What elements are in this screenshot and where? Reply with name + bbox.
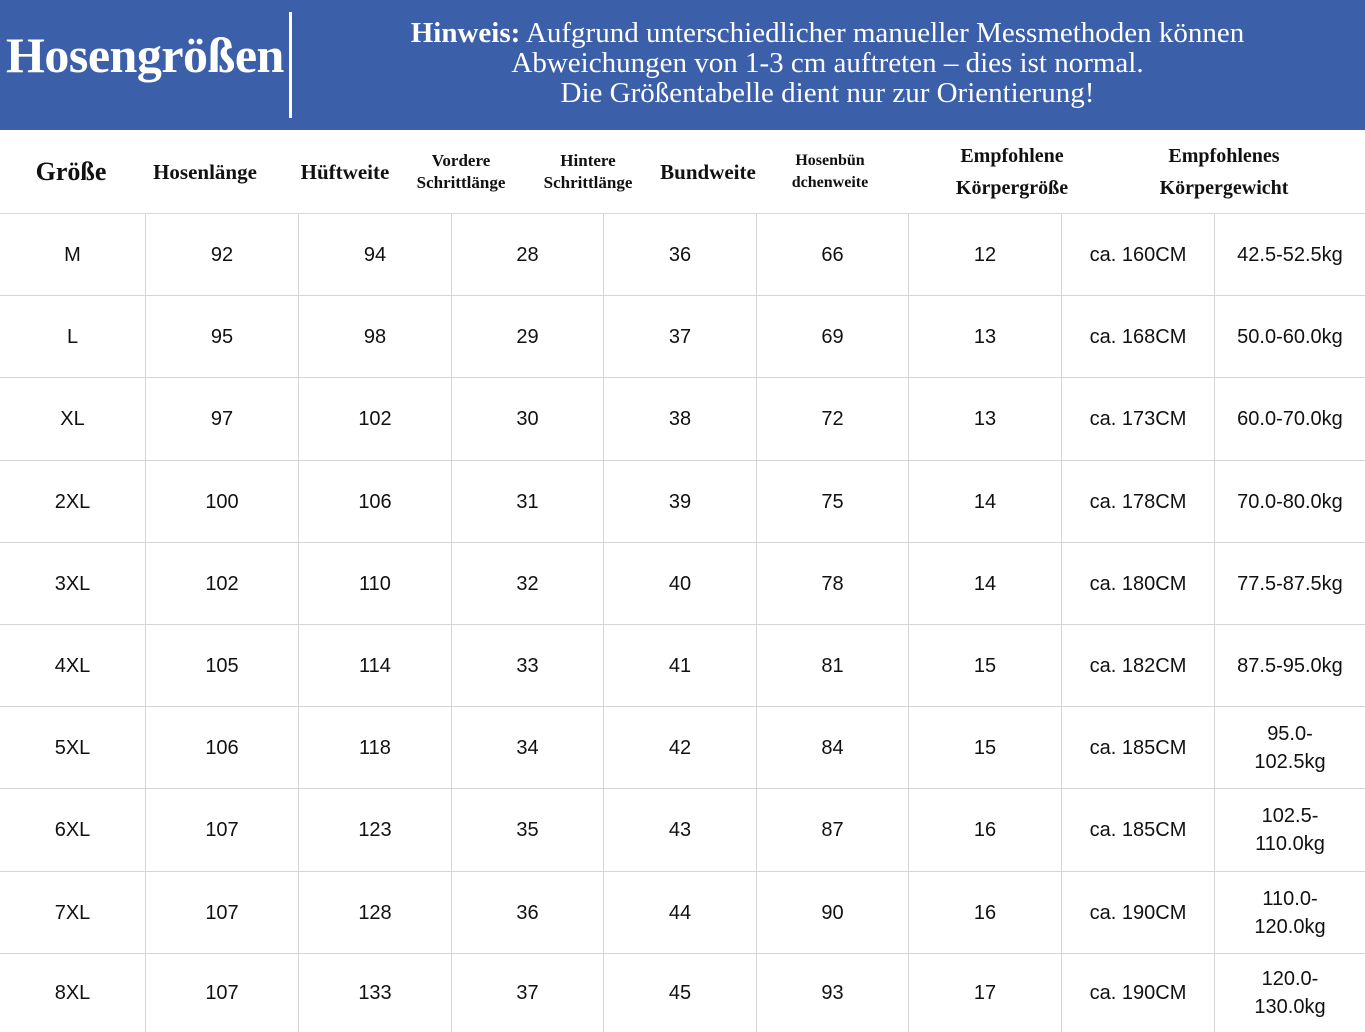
cell-waist: 84 [757, 707, 909, 788]
header-line: Empfohlene [960, 144, 1064, 167]
cell-waist: 72 [757, 378, 909, 460]
header-line: Hintere [560, 150, 616, 170]
cell-hip-width: 98 [299, 296, 452, 377]
cell-recommended-height: ca. 160CM [1062, 214, 1215, 295]
header-size [1, 130, 141, 213]
cell-leg-opening: 14 [909, 461, 1062, 542]
cell-waist: 69 [757, 296, 909, 377]
cell-recommended-height: ca. 180CM [1062, 543, 1215, 624]
note-line-2: Abweichungen von 1-3 cm auftreten – dies ist normal. [511, 47, 1144, 79]
header-hip-width [285, 130, 405, 213]
cell-leg-opening: 12 [909, 214, 1062, 295]
cell-waist: 66 [757, 214, 909, 295]
cell-hip-width: 128 [299, 872, 452, 953]
header-line: Hosenlänge [153, 159, 257, 184]
cell-recommended-height: ca. 185CM [1062, 707, 1215, 788]
header-line: Schrittlänge [416, 172, 506, 192]
cell-front-rise: 35 [452, 789, 604, 871]
cell-hip-width: 123 [299, 789, 452, 871]
cell-size: 5XL [0, 707, 146, 788]
size-table [0, 214, 1365, 1032]
cell-front-rise: 30 [452, 378, 604, 460]
cell-leg-opening: 13 [909, 296, 1062, 377]
cell-size: XL [0, 378, 146, 460]
note-text-1: Aufgrund unterschiedlicher manueller Messmethoden können [520, 17, 1245, 49]
cell-hip-width: 118 [299, 707, 452, 788]
cell-front-rise: 31 [452, 461, 604, 542]
cell-front-rise: 37 [452, 954, 604, 1032]
table-row [0, 543, 1365, 625]
cell-pants-length: 107 [146, 954, 299, 1032]
cell-back-rise: 45 [604, 954, 757, 1032]
cell-pants-length: 100 [146, 461, 299, 542]
cell-leg-opening: 14 [909, 543, 1062, 624]
cell-hip-width: 102 [299, 378, 452, 460]
banner-divider [289, 12, 292, 118]
header-line: Bundweite [660, 159, 756, 184]
cell-hip-width: 114 [299, 625, 452, 706]
table-row [0, 954, 1365, 1032]
cell-size: 2XL [0, 461, 146, 542]
cell-back-rise: 44 [604, 872, 757, 953]
cell-recommended-weight: 77.5-87.5kg [1237, 572, 1343, 595]
cell-size: L [0, 296, 146, 377]
header-recommended-height [927, 130, 1097, 213]
cell-pants-length: 95 [146, 296, 299, 377]
cell-recommended-weight: 87.5-95.0kg [1237, 654, 1343, 677]
note-line-1 [300, 18, 1355, 48]
note-label: Hinweis: [410, 17, 521, 49]
table-header-row [0, 130, 1365, 214]
cell-pants-length: 102 [146, 543, 299, 624]
cell-size: 7XL [0, 872, 146, 953]
cell-leg-opening: 13 [909, 378, 1062, 460]
header-line: Körpergewicht [1159, 176, 1289, 199]
header-line: Empfohlenes [1168, 144, 1280, 167]
header-recommended-weight [1129, 130, 1319, 213]
cell-pants-length: 105 [146, 625, 299, 706]
cell-front-rise: 29 [452, 296, 604, 377]
cell-back-rise: 39 [604, 461, 757, 542]
cell-waist: 75 [757, 461, 909, 542]
cell-recommended-height: ca. 168CM [1062, 296, 1215, 377]
cell-back-rise: 40 [604, 543, 757, 624]
cell-front-rise: 32 [452, 543, 604, 624]
cell-pants-length: 92 [146, 214, 299, 295]
cell-recommended-height: ca. 173CM [1062, 378, 1215, 460]
header-line: Körpergröße [955, 176, 1069, 199]
cell-front-rise: 34 [452, 707, 604, 788]
cell-front-rise: 28 [452, 214, 604, 295]
cell-recommended-weight: 120.0- 130.0kg [1254, 968, 1326, 1018]
cell-size: M [0, 214, 146, 295]
header-line: Schrittlänge [543, 172, 633, 192]
cell-recommended-height: ca. 190CM [1062, 872, 1215, 953]
cell-recommended-height: ca. 178CM [1062, 461, 1215, 542]
cell-pants-length: 106 [146, 707, 299, 788]
cell-recommended-weight: 70.0-80.0kg [1237, 490, 1343, 513]
cell-leg-opening: 15 [909, 707, 1062, 788]
cell-pants-length: 97 [146, 378, 299, 460]
header-line: Vordere [431, 150, 491, 170]
table-row [0, 296, 1365, 378]
header-line: Größe [35, 156, 107, 186]
cell-recommended-height: ca. 190CM [1062, 954, 1215, 1032]
header-front-rise [401, 130, 521, 213]
cell-leg-opening: 16 [909, 872, 1062, 953]
table-row [0, 461, 1365, 543]
cell-recommended-weight: 42.5-52.5kg [1237, 243, 1343, 266]
header-line: Hosenbün [795, 151, 865, 169]
cell-leg-opening: 15 [909, 625, 1062, 706]
header-back-rise [523, 130, 653, 213]
cell-size: 8XL [0, 954, 146, 1032]
table-row [0, 214, 1365, 296]
table-row [0, 872, 1365, 954]
cell-recommended-weight: 102.5- 110.0kg [1255, 805, 1325, 855]
cell-pants-length: 107 [146, 872, 299, 953]
cell-back-rise: 42 [604, 707, 757, 788]
cell-hip-width: 106 [299, 461, 452, 542]
cell-hip-width: 110 [299, 543, 452, 624]
cell-back-rise: 43 [604, 789, 757, 871]
header-pants-length [135, 130, 275, 213]
note-line-3: Die Größentabelle dient nur zur Orientierung! [560, 77, 1095, 109]
cell-front-rise: 33 [452, 625, 604, 706]
cell-recommended-weight: 60.0-70.0kg [1237, 408, 1343, 430]
cell-hip-width: 133 [299, 954, 452, 1032]
cell-recommended-weight: 110.0- 120.0kg [1254, 887, 1326, 938]
cell-size: 6XL [0, 789, 146, 871]
cell-recommended-weight: 95.0- 102.5kg [1254, 722, 1326, 773]
header-line: dchenweite [791, 173, 869, 191]
cell-recommended-height: ca. 185CM [1062, 789, 1215, 871]
measurement-note [300, 18, 1355, 108]
cell-waist: 90 [757, 872, 909, 953]
table-row [0, 789, 1365, 872]
table-row [0, 378, 1365, 461]
header-banner [0, 0, 1365, 130]
cell-waist: 81 [757, 625, 909, 706]
header-line: Hüftweite [300, 159, 390, 184]
table-row [0, 625, 1365, 707]
cell-leg-opening: 17 [909, 954, 1062, 1032]
cell-back-rise: 41 [604, 625, 757, 706]
cell-size: 4XL [0, 625, 146, 706]
cell-front-rise: 36 [452, 872, 604, 953]
header-leg-opening [770, 130, 890, 213]
cell-leg-opening: 16 [909, 789, 1062, 871]
table-row [0, 707, 1365, 789]
cell-size: 3XL [0, 543, 146, 624]
cell-waist: 93 [757, 954, 909, 1032]
cell-recommended-weight: 50.0-60.0kg [1237, 325, 1343, 348]
cell-waist: 87 [757, 789, 909, 871]
cell-back-rise: 38 [604, 378, 757, 460]
cell-recommended-height: ca. 182CM [1062, 625, 1215, 706]
cell-pants-length: 107 [146, 789, 299, 871]
cell-back-rise: 37 [604, 296, 757, 377]
page-title: Hosengrößen [6, 27, 284, 83]
cell-hip-width: 94 [299, 214, 452, 295]
header-waist [643, 130, 773, 213]
cell-waist: 78 [757, 543, 909, 624]
cell-back-rise: 36 [604, 214, 757, 295]
